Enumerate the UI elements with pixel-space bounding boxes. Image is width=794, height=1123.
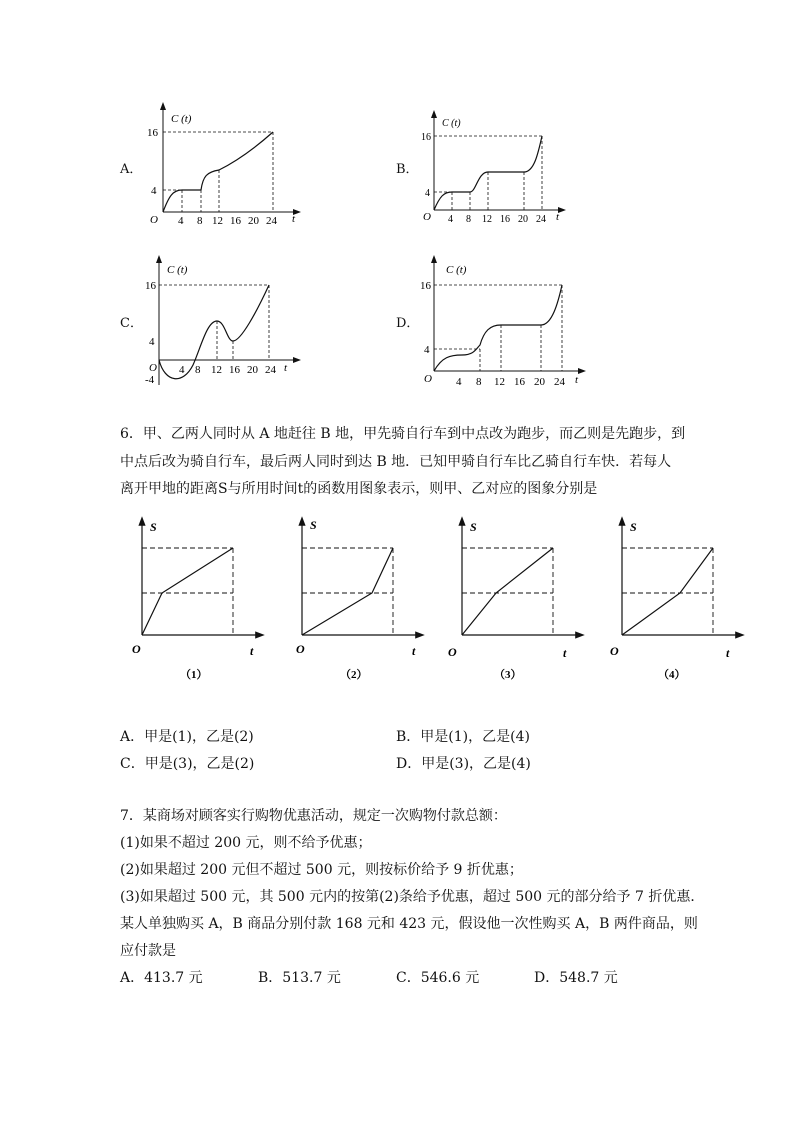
x-axis-label: t (250, 644, 254, 658)
y-axis-label: C (t) (442, 118, 461, 129)
q7-stem-line-6: 应付款是 (120, 943, 176, 959)
graph-line (622, 548, 713, 635)
y-tick-4: 4 (425, 188, 430, 199)
x-tick: 24 (265, 364, 276, 376)
graph-caption: （1） (180, 669, 208, 681)
q5-option-b-label[interactable]: B． (396, 162, 419, 177)
x-tick: 16 (229, 364, 240, 376)
x-tick: 12 (211, 364, 222, 376)
graph-line (302, 548, 393, 635)
x-tick: 8 (197, 215, 203, 227)
graph-caption: （2） (340, 669, 368, 681)
y-axis-label: S (630, 520, 637, 534)
q7-choice-d[interactable]: D．548.7 元 (534, 970, 618, 986)
y-tick-16: 16 (145, 280, 156, 292)
x-tick: 12 (494, 376, 505, 388)
x-axis-label: t (292, 213, 296, 225)
q6-choice-a[interactable]: A．甲是(1)，乙是(2) (120, 729, 254, 745)
x-tick: 20 (518, 214, 528, 225)
y-tick-4: 4 (149, 336, 155, 348)
x-tick: 24 (266, 215, 277, 227)
x-tick: 4 (448, 214, 453, 225)
origin-label: O (610, 644, 619, 658)
q5-graph-c (145, 255, 305, 395)
q5-option-c-label[interactable]: C． (120, 316, 143, 331)
origin-label: O (448, 645, 457, 659)
q6-graph-1 (128, 515, 268, 685)
graph-line (142, 548, 233, 635)
x-tick: 24 (536, 214, 546, 225)
q6-choice-c[interactable]: C．甲是(3)，乙是(2) (120, 756, 255, 772)
x-axis-label: t (726, 646, 730, 660)
y-tick-neg4: -4 (145, 374, 155, 386)
x-axis-label: t (412, 644, 416, 658)
x-tick: 20 (534, 376, 545, 388)
graph-line (462, 548, 553, 635)
origin-label: O (150, 214, 158, 226)
y-tick-4: 4 (424, 344, 430, 356)
q7-rule-1: (1)如果不超过 200 元，则不给予优惠； (120, 835, 372, 851)
q7-rule-2: (2)如果超过 200 元但不超过 500 元，则按标价给予 9 折优惠； (120, 862, 523, 878)
x-tick: 4 (179, 364, 185, 376)
y-tick-16: 16 (421, 132, 431, 143)
curve (163, 132, 273, 212)
x-tick: 16 (500, 214, 510, 225)
x-tick: 20 (248, 215, 259, 227)
q6-choice-d[interactable]: D．甲是(3)，乙是(4) (396, 756, 531, 772)
q5-option-a-label[interactable]: A． (120, 162, 143, 177)
y-axis-label: S (470, 520, 477, 534)
q5-graph-b (420, 110, 570, 230)
graph-caption: （4） (658, 669, 686, 681)
q6-graph-4 (608, 515, 748, 685)
q5-graph-a (145, 100, 305, 230)
y-axis-label: S (310, 518, 317, 532)
curve (434, 285, 562, 371)
origin-label: O (423, 211, 431, 223)
origin-label: O (149, 362, 157, 374)
x-axis-label: t (563, 646, 567, 660)
x-axis-label: t (284, 362, 288, 374)
x-tick: 8 (195, 364, 201, 376)
x-tick: 12 (482, 214, 492, 225)
y-tick-4: 4 (151, 185, 157, 197)
x-tick: 24 (554, 376, 565, 388)
x-tick: 16 (230, 215, 241, 227)
q7-stem-line-1: 7．某商场对顾客实行购物优惠活动，规定一次购物付款总额： (120, 808, 507, 824)
x-axis-label: t (556, 211, 560, 223)
q6-graph-2 (288, 515, 428, 685)
q7-rule-3: (3)如果超过 500 元，其 500 元内的按第(2)条给予优惠，超过 500 元的部分给予 7 折优惠． (120, 889, 705, 905)
q7-stem-line-5: 某人单独购买 A，B 商品分别付款 168 元和 423 元，假设他一次性购买 A，B 两件商品，则 (120, 916, 698, 932)
x-tick: 16 (514, 376, 525, 388)
origin-label: O (296, 642, 305, 656)
q6-choice-b[interactable]: B．甲是(1)，乙是(4) (396, 729, 530, 745)
y-axis-label: C (t) (446, 264, 467, 276)
x-tick: 8 (466, 214, 471, 225)
q7-choice-c[interactable]: C．546.6 元 (396, 970, 480, 986)
q6-stem-line-3: 离开甲地的距离S与所用时间t的函数用图象表示，则甲、乙对应的图象分别是 (120, 481, 598, 497)
x-tick: 4 (456, 376, 462, 388)
q6-stem-line-1: 6．甲、乙两人同时从 A 地赶往 B 地，甲先骑自行车到中点改为跑步，而乙则是先跑步，到 (120, 426, 686, 442)
graph-caption: （3） (494, 669, 522, 681)
y-axis-label: S (150, 520, 157, 534)
origin-label: O (132, 642, 141, 656)
q7-choice-b[interactable]: B．513.7 元 (258, 970, 341, 986)
y-axis-label: C (t) (167, 264, 188, 276)
q6-stem-line-2: 中点后改为骑自行车，最后两人同时到达 B 地．已知甲骑自行车比乙骑自行车快．若每人 (120, 454, 672, 470)
q5-graph-d (420, 255, 590, 390)
x-axis-label: t (575, 374, 579, 386)
x-tick: 4 (178, 215, 184, 227)
x-tick: 20 (247, 364, 258, 376)
q6-graph-3 (448, 515, 588, 685)
x-tick: 8 (476, 376, 482, 388)
y-axis-label: C (t) (171, 113, 192, 125)
origin-label: O (424, 373, 432, 385)
y-tick-16: 16 (420, 280, 431, 292)
q5-option-d-label[interactable]: D． (396, 316, 420, 331)
x-tick: 12 (212, 215, 223, 227)
q7-choice-a[interactable]: A．413.7 元 (120, 970, 203, 986)
y-tick-16: 16 (147, 127, 158, 139)
